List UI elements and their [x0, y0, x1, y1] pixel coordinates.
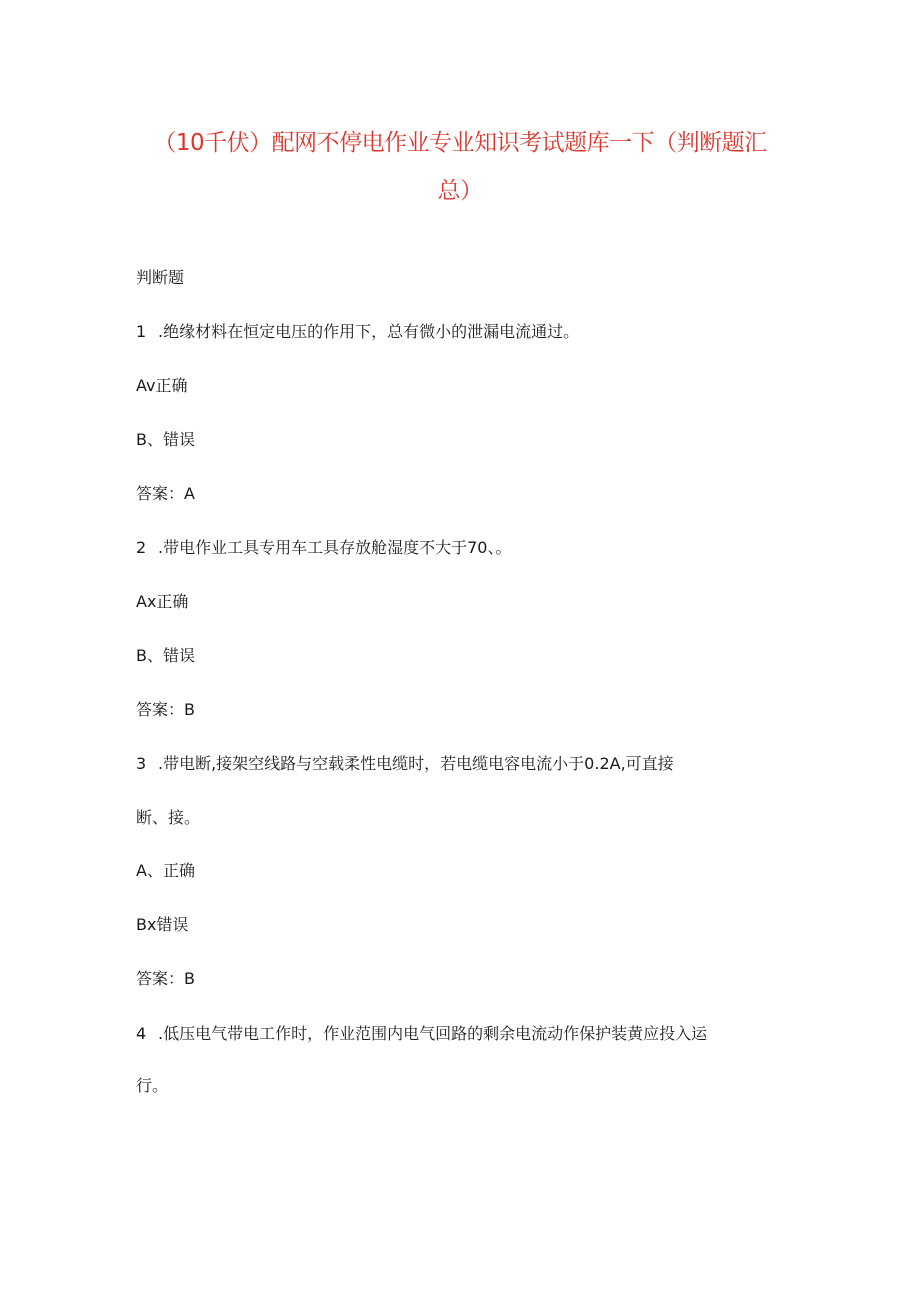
question-2	[136, 538, 511, 558]
question-4-text-continued: 行。	[136, 1076, 169, 1095]
question-3-text-continued: 断、接。	[136, 808, 201, 827]
document-title-line-1: （10千伏）配网不停电作业专业知识考试题库一下（判断题汇	[153, 130, 767, 156]
question-1-answer: 答案：A	[136, 484, 195, 503]
question-3-option-b: Bx错误	[136, 915, 189, 934]
question-text: .带电作业工具专用车工具存放舱湿度不大于70、。	[158, 538, 512, 557]
question-3-option-a: A、正确	[136, 861, 195, 880]
question-1-option-a: Av正确	[136, 376, 188, 395]
question-text: .绝缘材料在恒定电压的作用下，总有微小的泄漏电流通过。	[158, 322, 580, 341]
question-number: 4	[136, 1024, 147, 1043]
question-2-option-a: Ax正确	[136, 592, 189, 611]
question-4	[136, 1024, 707, 1044]
question-3-answer: 答案：B	[136, 969, 195, 988]
question-number: 1	[136, 322, 147, 341]
question-number: 2	[136, 538, 147, 557]
question-1	[136, 322, 579, 342]
question-2-answer: 答案：B	[136, 700, 195, 719]
section-heading: 判断题	[136, 268, 185, 287]
question-number: 3	[136, 754, 147, 773]
question-text: .低压电气带电工作时，作业范围内电气回路的剩余电流动作保护装黄应投入运	[158, 1024, 708, 1043]
document-title-line-2: 总）	[437, 178, 483, 204]
question-3	[136, 754, 674, 774]
question-2-option-b: B、错误	[136, 646, 195, 665]
question-1-option-b: B、错误	[136, 430, 195, 449]
question-text: .带电断,接架空线路与空载柔性电缆时，若电缆电容电流小于0.2A,可直接	[158, 754, 674, 773]
